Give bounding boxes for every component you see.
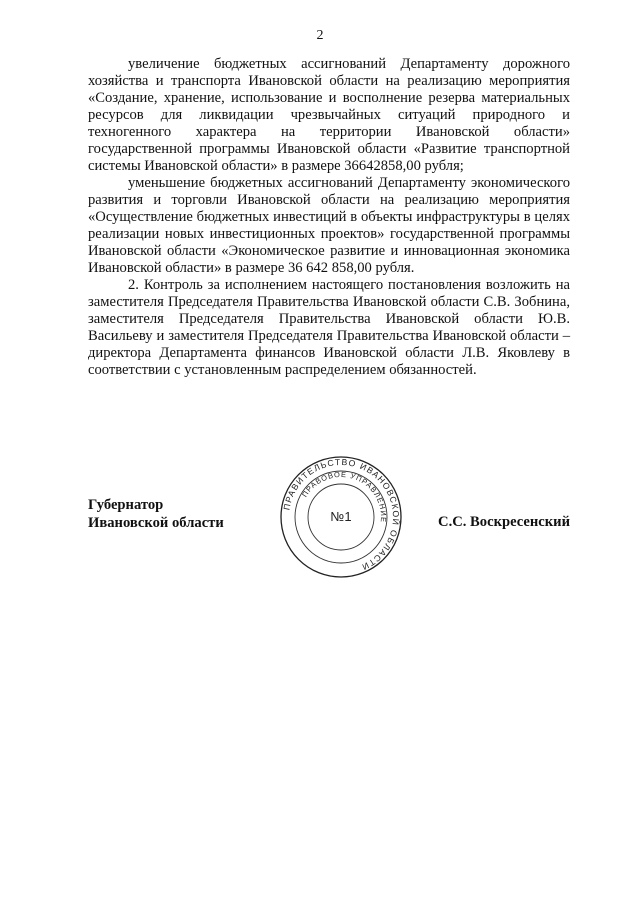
paragraph-budget-decrease: уменьшение бюджетных ассигнований Департаменту экономического развития и торговли Ивановской области на реализацию мероприятия «Осуществление бюджетных инвестиций в объекты инфраструктуры в целях реализации новых инвестиционных проектов» государственной программы Ивановской области «Экономическое развитие и инновационная экономика Ивановской области» в размере 36 642 858,00 рубля. bbox=[88, 175, 570, 276]
seal-inner-text: ПРАВОВОЕ УПРАВЛЕНИЕ bbox=[299, 469, 389, 524]
seal-outer-text: ПРАВИТЕЛЬСТВО ИВАНОВСКОЙ ОБЛАСТИ bbox=[281, 456, 402, 573]
page-number: 2 bbox=[316, 28, 324, 43]
signatory-title-line1: Губернатор bbox=[88, 497, 164, 513]
official-seal-stamp bbox=[279, 455, 403, 579]
paragraph-control: 2. Контроль за исполнением настоящего постановления возложить на заместителя Председателя Правительства Ивановской области С.В. Зобнина, заместителя Председателя Правительства Ивановской области Ю.В. Васильеву и заместителя Председателя Правительства Ивановской области – директора Департамента финансов Ивановской области Л.В. Яковлеву в соответствии с установленным распределением обязанностей. bbox=[88, 277, 570, 378]
document-body bbox=[88, 56, 570, 379]
signatory-title bbox=[88, 496, 224, 532]
paragraph-budget-increase: увеличение бюджетных ассигнований Департаменту дорожного хозяйства и транспорта Ивановской области на реализацию мероприятия «Создание, хранение, использование и восполнение резерва материальных ресурсов для ликвидации чрезвычайных ситуаций природного и техногенного характера на территории Ивановской области» государственной программы Ивановской области «Развитие транспортной системы Ивановской области» в размере 36642858,00 рубля; bbox=[88, 56, 570, 174]
signatory-title-line2: Ивановской области bbox=[88, 515, 224, 531]
signatory-name: С.С. Воскресенский bbox=[438, 514, 570, 530]
seal-number: №1 bbox=[330, 509, 352, 524]
